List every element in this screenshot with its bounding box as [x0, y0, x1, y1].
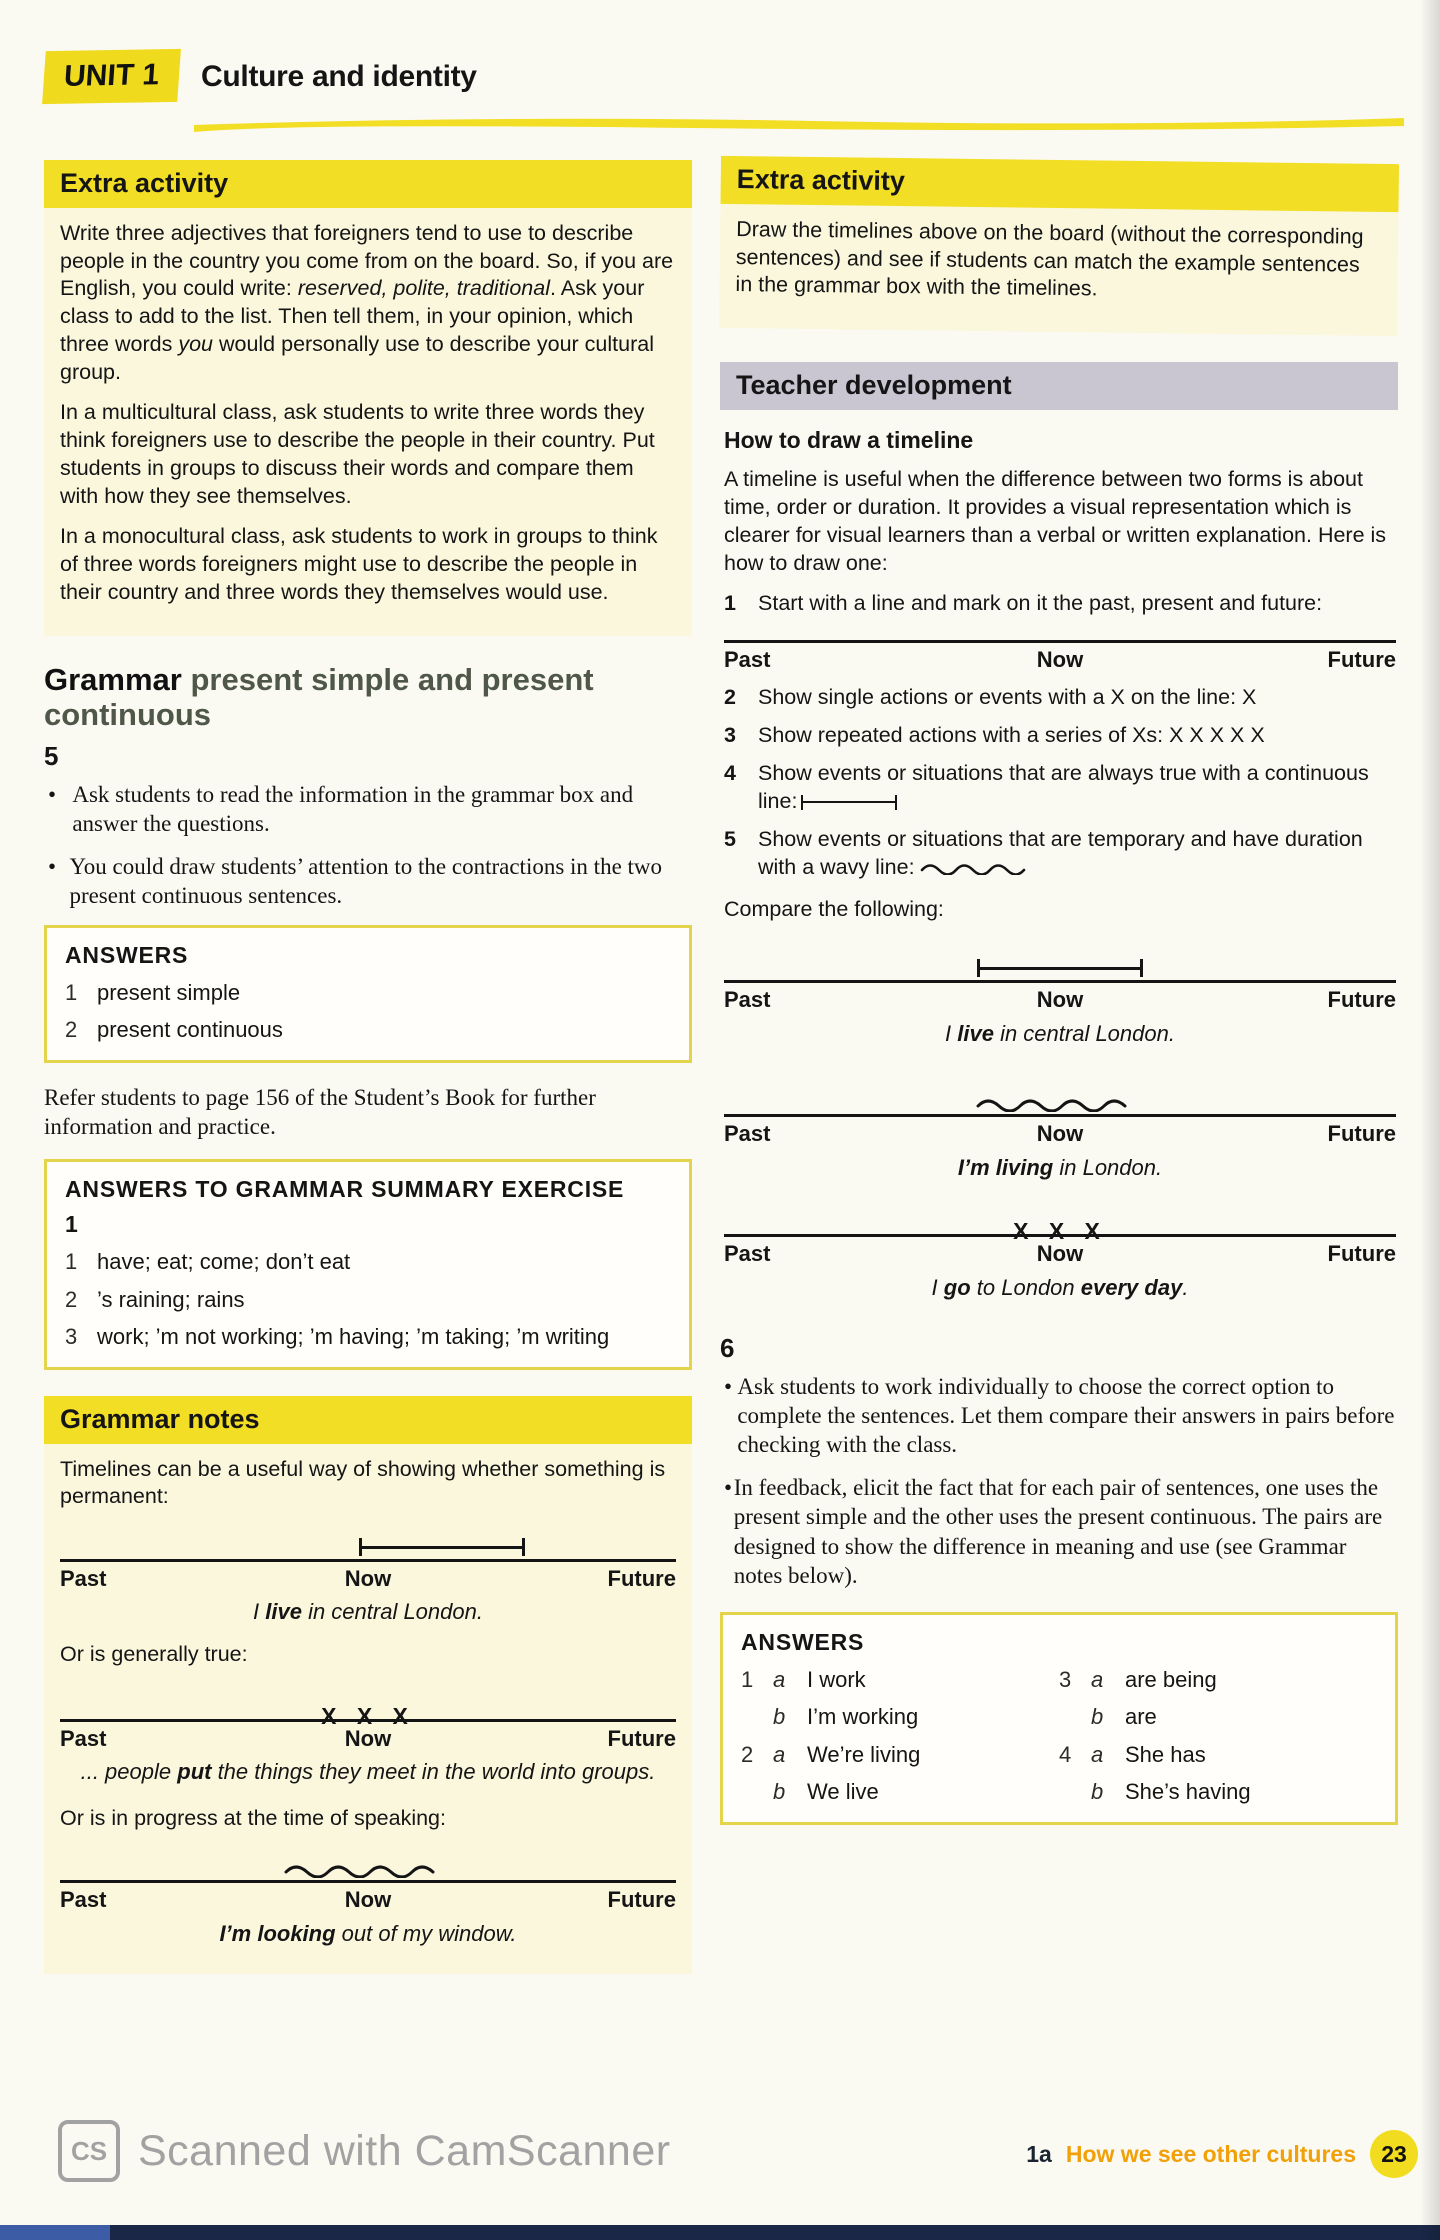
answer-item: [741, 1778, 1059, 1806]
bullet-icon: •: [48, 854, 57, 880]
timeline-caption: I’m looking out of my window.: [219, 1920, 517, 1946]
timeline-general-truth: [60, 1703, 676, 1787]
timeline-line: [724, 640, 1396, 643]
timeline-future-label: Future: [1327, 1121, 1396, 1147]
td-intro: A timeline is useful when the difference between two forms is about time, order or duration. It provides a visual representation which is clearer for visual learners than a verbal or written explanation. Here is how to draw one:: [724, 467, 1387, 575]
answer-number: [1059, 1703, 1091, 1731]
teacher-development-title: Teacher development: [720, 362, 1398, 410]
timeline-xxx-marker: [724, 1218, 1396, 1245]
timeline-labels: [60, 1565, 676, 1593]
answer-item: [1059, 1778, 1377, 1806]
box-title: Grammar notes: [44, 1396, 692, 1444]
timeline-now-label: Now: [344, 1725, 392, 1751]
bullet-icon: •: [724, 1475, 733, 1501]
answers-title: ANSWERS: [65, 941, 189, 968]
bullet-item: [720, 1372, 1398, 1460]
bullet-item: [720, 1473, 1398, 1590]
xxx-marks: X X X: [321, 1703, 415, 1730]
timeline-labels: [724, 646, 1396, 675]
answer-letter: b: [1091, 1704, 1104, 1730]
page-number-badge: 23: [1370, 2130, 1418, 2178]
grammar-notes-box: [44, 1396, 692, 1975]
step-number: 3: [724, 723, 736, 748]
teacher-development-box: [720, 362, 1398, 1316]
wavy-line-icon: [283, 1862, 453, 1878]
yellow-swoosh-underline: [194, 113, 1404, 133]
box-body: [44, 1444, 692, 1965]
answer-item: [741, 1666, 1059, 1694]
timeline-future-label: Future: [1327, 646, 1396, 672]
timeline-line: [60, 1559, 676, 1562]
grammar-notes-intro: Timelines can be a useful way of showing whether something is permanent:: [60, 1456, 666, 1509]
answer-item: [65, 979, 671, 1007]
timeline-past-label: Past: [724, 1241, 771, 1267]
answer-letter: a: [773, 1741, 786, 1767]
timeline-past-label: Past: [60, 1725, 107, 1751]
answers-summary-box: [44, 1159, 692, 1370]
footer-section-code: 1a: [1026, 2140, 1052, 2167]
answer-number: [1059, 1778, 1091, 1806]
step-number: 2: [724, 685, 736, 710]
timeline-now-label: Now: [344, 1566, 392, 1592]
answer-text: She has: [1125, 1741, 1206, 1767]
timeline-compare-permanent: [724, 948, 1396, 1048]
timeline-now-label: Now: [344, 1887, 392, 1913]
answer-item: [1059, 1703, 1377, 1731]
answer-number: 3: [65, 1324, 78, 1350]
xxx-marks: X X X: [1013, 1218, 1107, 1245]
timeline-wavy-marker: [60, 1848, 676, 1880]
footer-section-title: How we see other cultures: [1065, 2140, 1356, 2167]
timeline-past-label: Past: [724, 986, 771, 1012]
timeline-caption: I’m living in London.: [957, 1154, 1163, 1180]
step-number: 4: [724, 761, 736, 786]
bottom-scan-edge: [0, 2225, 1440, 2240]
timeline-past-label: Past: [60, 1887, 107, 1913]
bullet-item: [44, 780, 692, 838]
timeline-xxx-marker: [60, 1703, 676, 1730]
timeline-basic: [724, 634, 1396, 675]
answers-summary-title: ANSWERS TO GRAMMAR SUMMARY EXERCISE: [65, 1176, 625, 1203]
box-body: [44, 208, 692, 626]
answer-text: present simple: [97, 979, 241, 1005]
paragraph: Write three adjectives that foreigners tend to use to describe people in the country you come from on the board. So, if you are English, you could write: reserved, polite, traditional. Ask your class to add to the list. Then tell them, in your opinion, which three words you would personally use to describe your cultural group.: [60, 221, 674, 384]
bullet-icon: •: [724, 1373, 733, 1399]
timeline-past-label: Past: [724, 646, 771, 672]
answer-number: 2: [65, 1286, 78, 1312]
timeline-past-label: Past: [60, 1566, 107, 1592]
step-text: Show events or situations that are always true with a continuous line:: [758, 761, 1369, 814]
right-column: [720, 160, 1398, 1974]
timeline-in-progress: [60, 1848, 676, 1948]
answer-text: present continuous: [97, 1017, 283, 1043]
timeline-past-label: Past: [724, 1121, 771, 1147]
answer-text: I work: [807, 1666, 866, 1692]
camscanner-logo-icon: CS: [58, 2120, 120, 2182]
timeline-caption: ... people put the things they meet in the world into groups.: [80, 1759, 656, 1785]
grammar-heading-topic: present simple and present continuous: [44, 661, 594, 733]
section-number-6: 6: [720, 1332, 735, 1363]
answer-letter: b: [773, 1704, 786, 1730]
timeline-labels: [724, 986, 1396, 1015]
bullet-text: Ask students to work individually to choose the correct option to complete the sentences. Let them compare their answers in pairs before checking with the class.: [737, 1373, 1395, 1457]
wavy-line-icon: [975, 1096, 1145, 1112]
extra-activity-box-left: [44, 160, 692, 636]
timeline-bracket-marker: [724, 948, 1396, 980]
answer-text: work; ’m not working; ’m having; ’m taking; ’m writing: [97, 1324, 610, 1350]
answer-text: are being: [1125, 1666, 1217, 1692]
bullet-text: In feedback, elicit the fact that for each pair of sentences, one uses the present simple and the other uses the present continuous. The pairs are designed to show the difference in meaning and use (see Grammar notes below).: [733, 1475, 1383, 1588]
answer-text: ’s raining; rains: [97, 1286, 245, 1312]
timeline-caption: I live in central London.: [945, 1020, 1175, 1046]
answer-text: She’s having: [1125, 1779, 1251, 1805]
timeline-caption: I go to London every day.: [931, 1274, 1189, 1300]
timeline-now-label: Now: [1036, 986, 1084, 1012]
camscanner-watermark: [58, 2120, 671, 2182]
answer-number: 3: [1059, 1666, 1072, 1692]
td-step: [724, 590, 1396, 618]
timeline-line: [60, 1880, 676, 1883]
answer-item: [741, 1741, 1059, 1769]
box-title: Extra activity: [44, 160, 692, 208]
answer-number: [741, 1703, 773, 1731]
answer-text: have; eat; come; don’t eat: [97, 1249, 351, 1275]
timeline-future-label: Future: [1327, 1241, 1396, 1267]
answer-item: [65, 1016, 671, 1044]
timeline-future-label: Future: [607, 1566, 676, 1592]
step-number: 1: [724, 590, 736, 615]
timeline-now-label: Now: [1036, 646, 1084, 672]
watermark-text: Scanned with CamScanner: [138, 2126, 671, 2175]
answer-text: are: [1125, 1704, 1157, 1730]
answer-letter: a: [773, 1666, 786, 1692]
td-step: [724, 684, 1396, 712]
grammar-notes-or-true: Or is generally true:: [60, 1641, 248, 1666]
answer-number: 2: [741, 1741, 754, 1767]
answer-item: [1059, 1666, 1377, 1694]
answer-text: I’m working: [807, 1704, 919, 1730]
answer-number: 4: [1059, 1741, 1072, 1767]
answers-column-2: [1059, 1656, 1377, 1806]
section-number-5: 5: [44, 740, 59, 771]
answer-letter: b: [1091, 1779, 1104, 1805]
answer-item: [1059, 1741, 1377, 1769]
answer-number: 1: [741, 1666, 754, 1692]
grammar-notes-or-progress: Or is in progress at the time of speaking:: [60, 1805, 446, 1830]
answers-box: [44, 925, 692, 1063]
refer-note: Refer students to page 156 of the Student’s Book for further information and practice.: [44, 1084, 596, 1139]
grammar-section-heading: [44, 662, 692, 733]
extra-activity-box-right: [719, 156, 1399, 336]
box-body: [719, 204, 1398, 326]
page-footer: [1026, 2130, 1418, 2178]
answer-item: [65, 1323, 671, 1351]
timeline-labels: [60, 1886, 676, 1914]
answer-item: [741, 1703, 1059, 1731]
box-title: Extra activity: [720, 156, 1399, 212]
answer-letter: a: [1091, 1666, 1104, 1692]
answer-item: [65, 1248, 671, 1276]
timeline-compare-temporary: [724, 1082, 1396, 1182]
timeline-labels: [724, 1120, 1396, 1149]
timeline-future-label: Future: [607, 1725, 676, 1751]
bullet-icon: •: [48, 781, 57, 807]
page-header: [44, 50, 1398, 103]
timeline-wavy-marker: [724, 1082, 1396, 1114]
timeline-empty-marker: [724, 634, 1396, 640]
timeline-line: [724, 980, 1396, 983]
answer-text: We’re living: [807, 1741, 921, 1767]
exercise-number: 1: [65, 1211, 78, 1238]
compare-label: Compare the following:: [724, 897, 944, 921]
answer-number: 2: [65, 1017, 78, 1043]
timeline-now-label: Now: [1036, 1241, 1084, 1267]
timeline-line: [724, 1114, 1396, 1117]
step-text: Show events or situations that are temporary and have duration with a wavy line:: [758, 827, 1363, 880]
continuous-line-icon: [801, 795, 897, 810]
answer-text: We live: [807, 1779, 879, 1805]
td-step: [724, 722, 1396, 750]
answer-letter: a: [1091, 1741, 1104, 1767]
bullet-text: Ask students to read the information in the grammar box and answer the questions.: [72, 781, 634, 837]
answers-title: ANSWERS: [741, 1628, 865, 1655]
answer-letter: b: [773, 1779, 786, 1805]
timeline-compare-habit: [724, 1218, 1396, 1302]
paragraph: Draw the timelines above on the board (without the corresponding sentences) and see if students can match the example sentences in the grammar box with the timelines.: [735, 217, 1364, 301]
paragraph: In a monocultural class, ask students to work in groups to think of three words foreigners might use to describe the people in their country and three words they themselves would use.: [60, 524, 658, 604]
wavy-line-icon: [919, 861, 1037, 875]
paragraph: In a multicultural class, ask students to write three words they think foreigners use to describe the people in their country. Put students in groups to discuss their words and compare them with how they see themselves.: [60, 400, 655, 508]
answer-number: 1: [65, 979, 78, 1005]
answer-item: [65, 1286, 671, 1314]
step-text: Show repeated actions with a series of Xs: X X X X X: [758, 723, 1265, 748]
answers-box-exercise6: [720, 1612, 1398, 1825]
timeline-future-label: Future: [1327, 986, 1396, 1012]
answer-number: [741, 1778, 773, 1806]
timeline-bracket-marker: [60, 1527, 676, 1559]
timeline-now-label: Now: [1036, 1121, 1084, 1147]
answer-number: 1: [65, 1249, 78, 1275]
left-column: [44, 160, 692, 1974]
timeline-permanent: [60, 1527, 676, 1627]
td-subheading: How to draw a timeline: [724, 427, 974, 454]
step-text: Start with a line and mark on it the past, present and future:: [758, 590, 1323, 615]
step-number: 5: [724, 827, 736, 852]
td-step: [724, 826, 1396, 882]
step-text: Show single actions or events with a X on the line: X: [758, 685, 1257, 710]
timeline-future-label: Future: [607, 1887, 676, 1913]
teacher-development-body: [720, 410, 1398, 1316]
page-title: Culture and identity: [201, 59, 477, 93]
answers-column-1: [741, 1656, 1059, 1806]
td-step: [724, 760, 1396, 816]
bullet-text: You could draw students’ attention to the contractions in the two present continuous sentences.: [69, 854, 663, 909]
unit-badge: UNIT 1: [42, 49, 181, 104]
timeline-caption: I live in central London.: [253, 1599, 483, 1625]
bullet-item: [44, 852, 692, 910]
grammar-heading-label: Grammar: [44, 661, 182, 697]
